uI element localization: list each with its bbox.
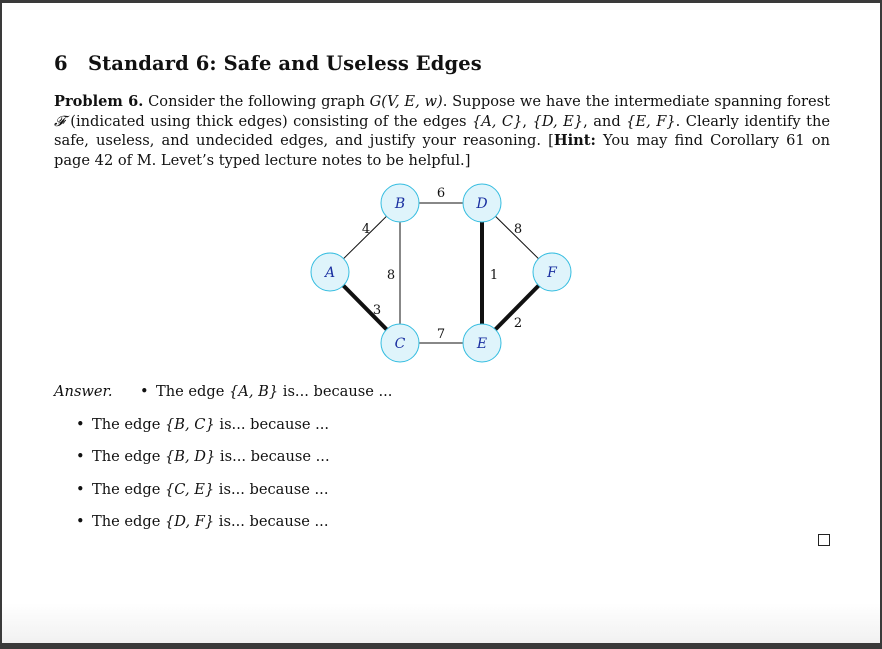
weighted-graph-figure (2, 3, 880, 643)
section-number: 6 (54, 52, 68, 75)
document-page (2, 3, 880, 643)
edge-weight-ac: 3 (372, 303, 382, 318)
section-title: Standard 6: Safe and Useless Edges (88, 52, 482, 75)
edge-weight-ef: 2 (513, 316, 523, 331)
bullet: • (140, 383, 149, 400)
node-label-c: C (394, 336, 406, 352)
answer-item-1: • The edge {B, C} is... because ... (76, 416, 330, 433)
page-bottom-shadow (2, 603, 880, 643)
edge-weight-bc: 8 (386, 268, 396, 283)
problem-text: . Suppose we have the intermediate spanning forest (442, 93, 830, 110)
answer-item-0: The edge {A, B} is... because ... (156, 383, 393, 400)
problem-label: Problem 6. (54, 93, 144, 110)
edge-weight-de: 1 (489, 268, 499, 283)
hint-text: You may find Corollary 61 on page 42 of M. Levet’s typed lecture notes to be helpful.] (54, 132, 830, 169)
edge-weight-bd: 6 (436, 186, 446, 201)
separator: , (522, 112, 533, 130)
node-label-d: D (476, 196, 488, 212)
edge-weight-ce: 7 (436, 327, 446, 342)
answer-item-3: • The edge {C, E} is... because ... (76, 481, 329, 498)
answer-first-line (54, 383, 392, 400)
answer-label: Answer. (54, 383, 113, 400)
problem-text: (indicated using thick edges) consisting of the edges (64, 112, 472, 130)
graph-symbol: G(V, E, w) (369, 93, 443, 110)
edge-set-de: {D, E} (532, 112, 584, 130)
node-label-a: A (324, 265, 336, 281)
node-label-e: E (476, 336, 488, 352)
edge-set-ef: {E, F} (626, 112, 676, 130)
forest-symbol: 𝓕 (54, 112, 65, 130)
node-label-b: B (394, 196, 406, 212)
problem-text: . Clearly identify the safe, useless, and undecided edges, and justify your reasoning. [ (54, 112, 830, 150)
qed-box-icon (818, 534, 830, 546)
edge-weight-df: 8 (513, 222, 523, 237)
node-label-f: F (547, 265, 557, 281)
answer-item-4: • The edge {D, F} is... because ... (76, 513, 329, 530)
answer-item-2: • The edge {B, D} is... because ... (76, 448, 330, 465)
hint-label: Hint: (553, 132, 596, 150)
edge-weight-ab: 4 (361, 222, 371, 237)
problem-text: Consider the following graph (143, 93, 370, 110)
separator: , and (583, 112, 627, 130)
edge-set-ac: {A, C} (471, 112, 523, 130)
